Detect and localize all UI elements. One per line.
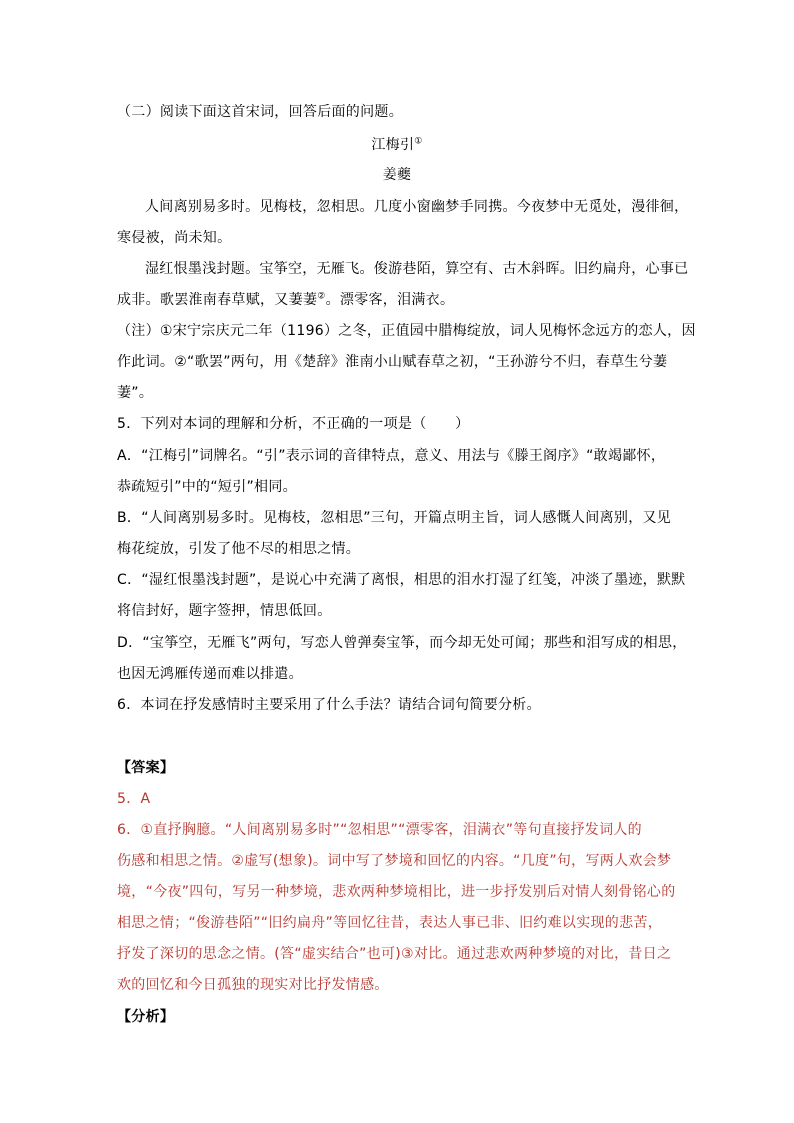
poem-title-note-mark: ① [414,136,423,147]
option-b: 梅花绽放，引发了他不尽的相思之情。 [117,541,361,557]
answer-5: 5．A [117,791,151,807]
answer-6-line: 相思之情；“俊游巷陌”“旧约扁舟”等回忆往昔，表达人事已非、旧约难以实现的悲苦， [117,915,663,931]
answer-heading: 【答案】 [117,760,175,776]
poem-line-text: 成非。歌罢淮南春草赋，又萋萋 [117,292,318,308]
analysis-heading: 【分析】 [117,1009,175,1025]
note-line: 萋”。 [117,385,154,401]
poem-line: 寒侵被，尚未知。 [117,230,232,246]
note-line: 作此词。②“歌罢”两句，用《楚辞》淮南小山赋春草之初，“王孙游兮不归，春草生兮萋 [117,354,668,370]
poem-line-text: 。漂零客，泪满衣。 [325,292,455,308]
poem-line: 人间离别易多时。见梅枝，忽相思。几度小窗幽梦手同携。今夜梦中无觅处，漫徘徊， [145,199,689,215]
poem-line [117,290,454,310]
question-6-stem: 6．本词在抒发感情时主要采用了什么手法？请结合词句简要分析。 [117,697,541,713]
option-d: 也因无鸿雁传递而难以排遣。 [117,666,303,682]
answer-6-line: 伤感和相思之情。②虚写(想象)。词中写了梦境和回忆的内容。“几度”句，写两人欢会梦 [117,853,672,869]
answer-6-line: 欢的回忆和今日孤独的现实对比抒发情感。 [117,977,389,993]
option-a: A．“江梅引”词牌名。“引”表示词的音律特点，意义、用法与《滕王阁序》“敢竭鄙怀， [117,448,666,464]
note-line: （注）①宋宁宗庆元二年（1196）之冬，正值园中腊梅绽放，词人见梅怀念远方的恋人，因 [117,323,696,339]
option-c: C．“湿红恨墨浅封题”，是说心中充满了离恨，相思的泪水打湿了红笺，冲淡了墨迹，默默 [117,572,686,588]
option-d: D．“宝筝空，无雁飞”两句，写恋人曾弹奏宝筝，而今却无处可闻；那些和泪写成的相思， [117,635,687,651]
section-intro: （二）阅读下面这首宋词，回答后面的问题。 [117,104,403,120]
option-b: B．“人间离别易多时。见梅枝，忽相思”三句，开篇点明主旨，词人感慨人间离别，又见 [117,510,672,526]
option-c: 将信封好，题字签押，情思低回。 [117,603,332,619]
option-a: 恭疏短引”中的“短引”相同。 [117,479,297,495]
answer-6-line: 境，“今夜”四句，写另一种梦境，悲欢两种梦境相比，进一步抒发别后对情人刻骨铭心的 [117,884,676,900]
poem-line: 湿红恨墨浅封题。宝筝空，无雁飞。俊游巷陌，算空有、古木斜晖。旧约扁舟，心事已 [145,261,689,277]
poem-title [0,135,794,155]
answer-6-line: 抒发了深切的思念之情。(答“虚实结合”也可)③对比。通过悲欢两种梦境的对比，昔日之 [117,946,672,962]
question-5-stem: 5．下列对本词的理解和分析，不正确的一项是（ ） [117,416,470,432]
poem-note-mark: ② [317,291,326,302]
poem-author: 姜夔 [382,167,412,183]
poem-title-text: 江梅引 [371,137,415,153]
answer-6-line: 6．①直抒胸臆。“人间离别易多时”“忽相思”“漂零客，泪满衣”等句直接抒发词人的 [117,822,642,838]
